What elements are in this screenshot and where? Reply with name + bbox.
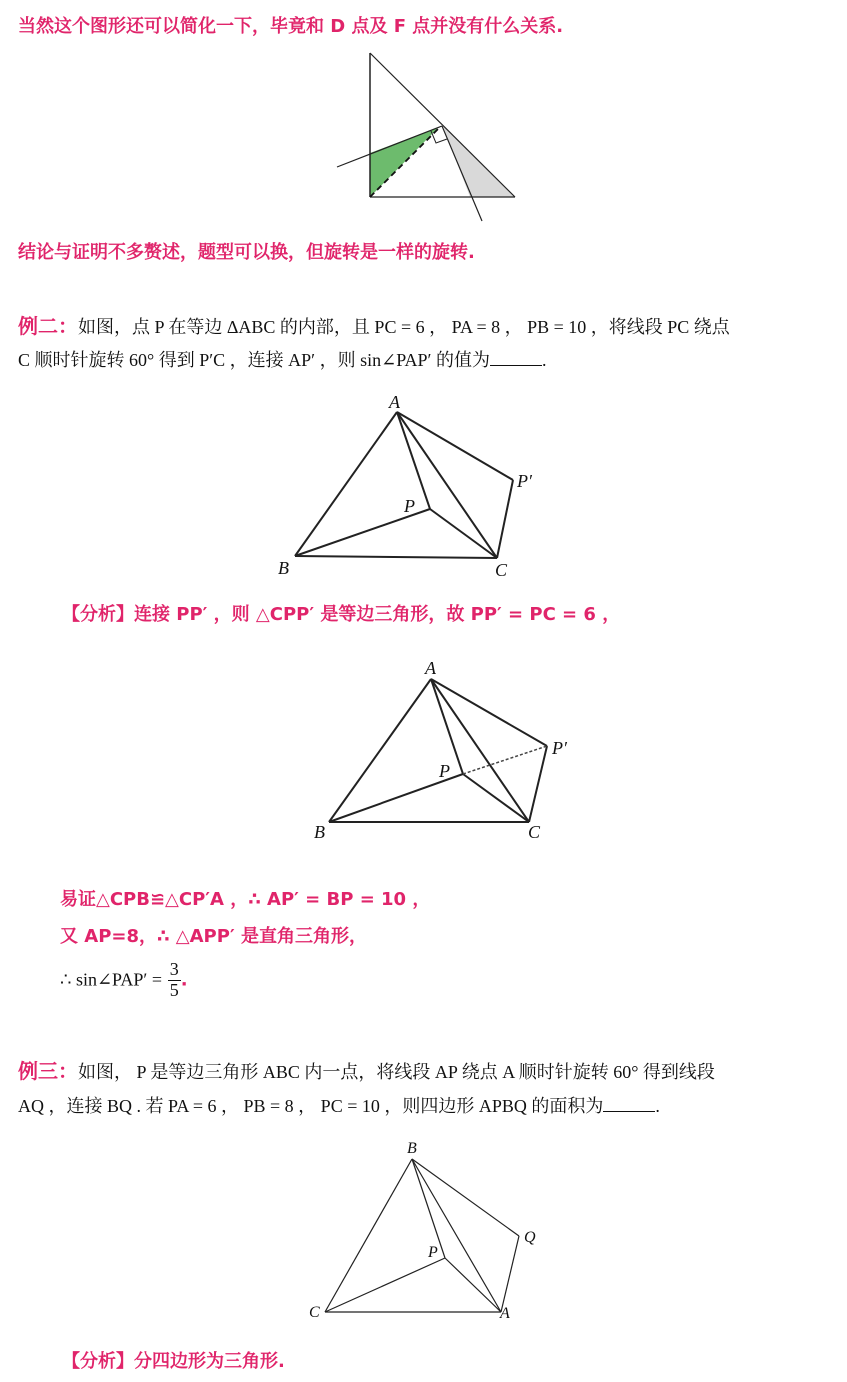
simplified-rotation-figure [320,40,540,230]
example2-figure-2 [300,650,590,850]
label-P-prime: P′ [517,471,532,491]
svg-text:P: P [439,761,450,781]
example3-figure [300,1130,560,1325]
analysis-tag: 【分析】 [62,604,134,625]
example3-problem-line-2: AQ ，连接 BQ . 若 PA = 6 ， PB = 8 ， PC = 10 ，则四边形 APBQ 的面积为 . [18,1096,660,1116]
svg-text:Q: Q [524,1229,536,1246]
answer-blank [603,1095,655,1112]
svg-text:P: P [428,1244,438,1261]
svg-text:B: B [314,822,325,842]
example3-label: 例三： [18,1059,78,1083]
svg-text:B: B [407,1140,417,1157]
svg-text:C: C [309,1304,320,1321]
label-P: P [404,496,415,516]
label-B: B [278,558,289,578]
svg-text:A: A [425,658,436,678]
example2-analysis: 【分析】连接 PP′ ，则 △CPP′ 是等边三角形，故 PP′ = PC = 6 ， [62,604,621,625]
label-C: C [495,560,508,580]
example3-analysis: 【分析】分四边形为三角形. [62,1351,285,1372]
example2-step-3: ∴ sin∠PAP′ = $\frac{3}{5}$ . [60,959,188,1000]
fraction: $\frac{3}{5}$ [169,959,179,1000]
example2-problem-line-1: 例二：如图，点 P 在等边 ΔABC 的内部，且 PC = 6 ， PA = 8 ， PB = 10 ，将线段 PC 绕点 [18,314,730,338]
example2-step-2: 又 AP=8，∴ △APP′ 是直角三角形， [60,926,367,947]
example2-step-1: 易证△CPB≌△CP′A ，∴ AP′ = BP = 10 ， [60,889,431,910]
svg-text:P′: P′ [552,738,567,758]
intro-line-2: 结论与证明不多赘述，题型可以换，但旋转是一样的旋转. [18,242,475,263]
svg-text:C: C [528,822,541,842]
answer-blank [490,349,542,366]
example3-problem-line-1: 例三：如图， P 是等边三角形 ABC 内一点，将线段 AP 绕点 A 顺时针旋转 60° 得到线段 [18,1059,715,1083]
svg-text:A: A [500,1305,510,1322]
intro-line-1: 当然这个图形还可以简化一下，毕竟和 D 点及 F 点并没有什么关系. [18,16,564,37]
example2-figure-1 [270,380,580,590]
example2-problem-line-2: C 顺时针旋转 60° 得到 P′C ，连接 AP′ ，则 sin∠PAP′ 的值为 . [18,350,547,370]
label-A: A [389,392,400,412]
example2-label: 例二： [18,314,78,338]
